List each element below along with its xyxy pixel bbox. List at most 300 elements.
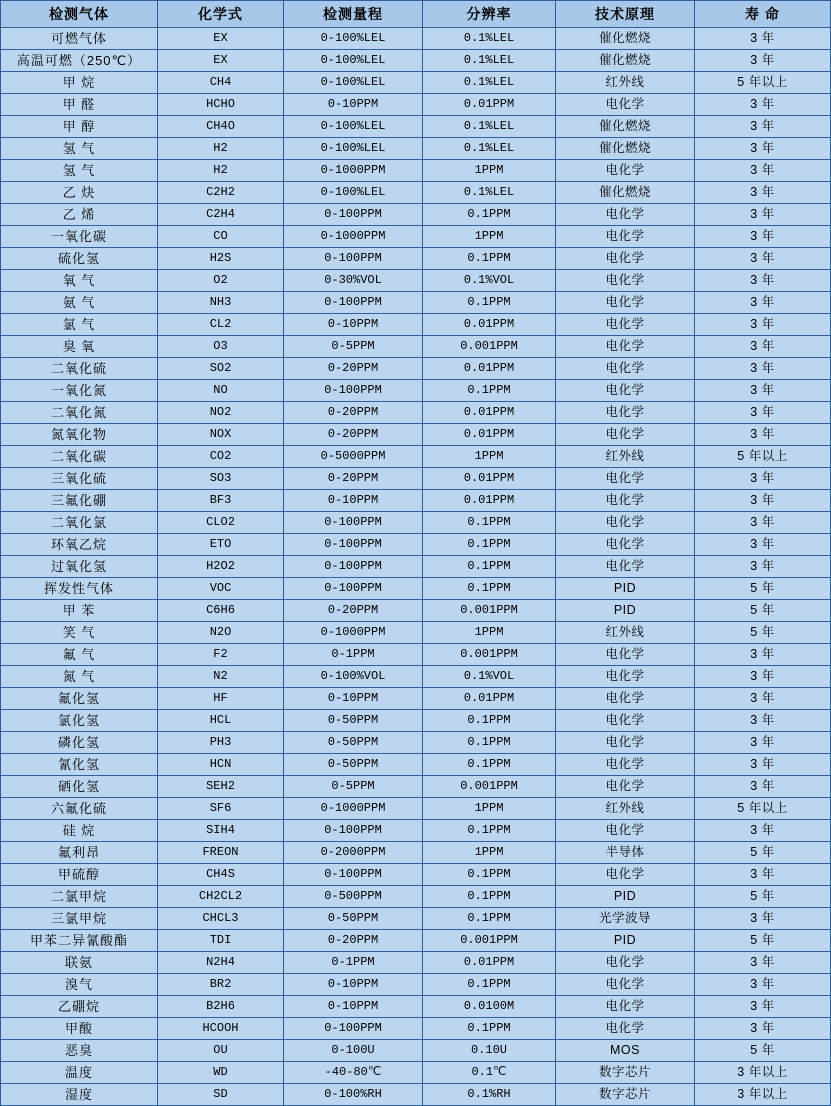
cell-measuring-range: 0-1PPM [284, 644, 423, 666]
cell-gas-name: 氢 气 [1, 138, 158, 160]
table-row [1, 688, 831, 710]
table-row [1, 248, 831, 270]
cell-resolution: 0.1PPM [423, 908, 556, 930]
cell-lifetime: 3 年 [695, 94, 831, 116]
cell-chemical-formula: CH4 [158, 72, 284, 94]
cell-gas-name: 笑 气 [1, 622, 158, 644]
cell-measuring-range: 0-1000PPM [284, 160, 423, 182]
cell-measuring-range: 0-100PPM [284, 204, 423, 226]
cell-lifetime: 3 年 [695, 358, 831, 380]
cell-measuring-range: 0-50PPM [284, 754, 423, 776]
cell-measuring-range: 0-5000PPM [284, 446, 423, 468]
cell-lifetime: 5 年 [695, 842, 831, 864]
cell-lifetime: 3 年 [695, 160, 831, 182]
cell-resolution: 1PPM [423, 446, 556, 468]
cell-gas-name: 挥发性气体 [1, 578, 158, 600]
column-header-measuring-range: 检测量程 [284, 1, 423, 28]
cell-technology: 电化学 [556, 248, 695, 270]
cell-chemical-formula: PH3 [158, 732, 284, 754]
cell-gas-name: 甲 醇 [1, 116, 158, 138]
table-row [1, 28, 831, 50]
cell-gas-name: 二氧化氮 [1, 402, 158, 424]
table-row [1, 50, 831, 72]
table-row [1, 94, 831, 116]
cell-lifetime: 3 年 [695, 556, 831, 578]
cell-measuring-range: 0-20PPM [284, 930, 423, 952]
cell-resolution: 0.1PPM [423, 754, 556, 776]
cell-measuring-range: 0-10PPM [284, 94, 423, 116]
cell-gas-name: 乙硼烷 [1, 996, 158, 1018]
cell-gas-name: 磷化氢 [1, 732, 158, 754]
table-row [1, 1084, 831, 1106]
cell-lifetime: 3 年 [695, 644, 831, 666]
cell-measuring-range: 0-100PPM [284, 512, 423, 534]
cell-technology: 电化学 [556, 490, 695, 512]
cell-technology: 电化学 [556, 204, 695, 226]
cell-measuring-range: 0-100PPM [284, 820, 423, 842]
table-row [1, 952, 831, 974]
cell-measuring-range: 0-100PPM [284, 864, 423, 886]
cell-resolution: 0.1%LEL [423, 28, 556, 50]
cell-measuring-range: 0-100PPM [284, 292, 423, 314]
cell-resolution: 0.1PPM [423, 578, 556, 600]
table-row [1, 776, 831, 798]
cell-measuring-range: 0-100%VOL [284, 666, 423, 688]
cell-lifetime: 3 年 [695, 226, 831, 248]
cell-measuring-range: 0-10PPM [284, 688, 423, 710]
cell-measuring-range: 0-500PPM [284, 886, 423, 908]
cell-measuring-range: 0-20PPM [284, 468, 423, 490]
cell-lifetime: 3 年 [695, 512, 831, 534]
cell-chemical-formula: N2O [158, 622, 284, 644]
cell-technology: 光学波导 [556, 908, 695, 930]
cell-chemical-formula: BF3 [158, 490, 284, 512]
cell-chemical-formula: NO2 [158, 402, 284, 424]
cell-lifetime: 3 年 [695, 974, 831, 996]
cell-gas-name: 氢 气 [1, 160, 158, 182]
table-row [1, 116, 831, 138]
cell-technology: 电化学 [556, 468, 695, 490]
cell-technology: 红外线 [556, 446, 695, 468]
cell-technology: 电化学 [556, 754, 695, 776]
table-row [1, 314, 831, 336]
cell-chemical-formula: F2 [158, 644, 284, 666]
cell-resolution: 0.1%LEL [423, 182, 556, 204]
cell-technology: 电化学 [556, 688, 695, 710]
table-row [1, 1040, 831, 1062]
cell-technology: 电化学 [556, 402, 695, 424]
cell-resolution: 0.1%RH [423, 1084, 556, 1106]
cell-technology: 数字芯片 [556, 1084, 695, 1106]
cell-technology: 催化燃烧 [556, 116, 695, 138]
cell-resolution: 0.1PPM [423, 512, 556, 534]
table-row [1, 974, 831, 996]
table-row [1, 512, 831, 534]
cell-lifetime: 3 年 [695, 776, 831, 798]
cell-lifetime: 3 年 [695, 490, 831, 512]
table-row [1, 160, 831, 182]
cell-lifetime: 3 年 [695, 468, 831, 490]
cell-measuring-range: 0-20PPM [284, 424, 423, 446]
cell-resolution: 0.1PPM [423, 248, 556, 270]
cell-measuring-range: 0-100PPM [284, 248, 423, 270]
table-row [1, 380, 831, 402]
cell-chemical-formula: SO2 [158, 358, 284, 380]
cell-measuring-range: 0-100U [284, 1040, 423, 1062]
cell-resolution: 1PPM [423, 798, 556, 820]
column-header-technology: 技术原理 [556, 1, 695, 28]
cell-gas-name: 溴气 [1, 974, 158, 996]
column-header-chemical-formula: 化学式 [158, 1, 284, 28]
cell-chemical-formula: SO3 [158, 468, 284, 490]
cell-lifetime: 5 年以上 [695, 446, 831, 468]
cell-measuring-range: 0-10PPM [284, 314, 423, 336]
cell-resolution: 0.1%LEL [423, 72, 556, 94]
cell-technology: 电化学 [556, 556, 695, 578]
cell-lifetime: 3 年 [695, 182, 831, 204]
cell-lifetime: 5 年以上 [695, 798, 831, 820]
cell-chemical-formula: NOX [158, 424, 284, 446]
cell-technology: 红外线 [556, 622, 695, 644]
cell-resolution: 0.1PPM [423, 710, 556, 732]
cell-chemical-formula: NO [158, 380, 284, 402]
cell-lifetime: 3 年 [695, 270, 831, 292]
cell-measuring-range: 0-100PPM [284, 534, 423, 556]
cell-chemical-formula: HF [158, 688, 284, 710]
table-body [1, 28, 831, 1106]
cell-gas-name: 六氟化硫 [1, 798, 158, 820]
cell-measuring-range: 0-100%LEL [284, 72, 423, 94]
cell-resolution: 0.1PPM [423, 534, 556, 556]
cell-gas-name: 臭 氧 [1, 336, 158, 358]
cell-chemical-formula: B2H6 [158, 996, 284, 1018]
cell-gas-name: 甲苯二异氰酸酯 [1, 930, 158, 952]
cell-resolution: 0.1%LEL [423, 138, 556, 160]
table-row [1, 644, 831, 666]
cell-technology: 电化学 [556, 314, 695, 336]
cell-resolution: 0.1%VOL [423, 666, 556, 688]
cell-gas-name: 二氧化氯 [1, 512, 158, 534]
cell-resolution: 0.001PPM [423, 600, 556, 622]
cell-lifetime: 3 年 [695, 534, 831, 556]
cell-resolution: 0.10U [423, 1040, 556, 1062]
cell-chemical-formula: HCN [158, 754, 284, 776]
cell-gas-name: 硅 烷 [1, 820, 158, 842]
cell-technology: 电化学 [556, 424, 695, 446]
cell-gas-name: 甲酸 [1, 1018, 158, 1040]
cell-gas-name: 一氧化碳 [1, 226, 158, 248]
cell-resolution: 0.1%LEL [423, 116, 556, 138]
cell-gas-name: 乙 烯 [1, 204, 158, 226]
cell-measuring-range: 0-100%LEL [284, 138, 423, 160]
cell-resolution: 0.01PPM [423, 952, 556, 974]
cell-lifetime: 3 年 [695, 820, 831, 842]
cell-gas-name: 甲 苯 [1, 600, 158, 622]
cell-chemical-formula: O2 [158, 270, 284, 292]
cell-gas-name: 氟利昂 [1, 842, 158, 864]
cell-measuring-range: 0-2000PPM [284, 842, 423, 864]
table-header [1, 1, 831, 28]
cell-technology: 电化学 [556, 864, 695, 886]
cell-gas-name: 可燃气体 [1, 28, 158, 50]
cell-measuring-range: -40-80℃ [284, 1062, 423, 1084]
cell-technology: 电化学 [556, 358, 695, 380]
cell-resolution: 0.1PPM [423, 732, 556, 754]
cell-resolution: 0.1PPM [423, 204, 556, 226]
cell-measuring-range: 0-10PPM [284, 996, 423, 1018]
cell-chemical-formula: HCL [158, 710, 284, 732]
cell-chemical-formula: C2H4 [158, 204, 284, 226]
cell-chemical-formula: ETO [158, 534, 284, 556]
cell-technology: 电化学 [556, 952, 695, 974]
cell-measuring-range: 0-100PPM [284, 578, 423, 600]
cell-gas-name: 氯 气 [1, 314, 158, 336]
cell-technology: 电化学 [556, 512, 695, 534]
table-row [1, 886, 831, 908]
cell-resolution: 0.01PPM [423, 468, 556, 490]
table-row [1, 446, 831, 468]
cell-technology: 半导体 [556, 842, 695, 864]
cell-resolution: 0.1%LEL [423, 50, 556, 72]
cell-measuring-range: 0-10PPM [284, 490, 423, 512]
cell-gas-name: 氮氧化物 [1, 424, 158, 446]
table-row [1, 842, 831, 864]
cell-chemical-formula: SF6 [158, 798, 284, 820]
cell-gas-name: 氧 气 [1, 270, 158, 292]
cell-technology: 电化学 [556, 974, 695, 996]
table-row [1, 798, 831, 820]
cell-measuring-range: 0-100PPM [284, 556, 423, 578]
table-row [1, 996, 831, 1018]
cell-resolution: 0.01PPM [423, 688, 556, 710]
cell-chemical-formula: VOC [158, 578, 284, 600]
cell-technology: 电化学 [556, 292, 695, 314]
cell-gas-name: 氟化氢 [1, 688, 158, 710]
cell-technology: PID [556, 600, 695, 622]
cell-gas-name: 氮 气 [1, 666, 158, 688]
cell-gas-name: 甲 烷 [1, 72, 158, 94]
cell-measuring-range: 0-50PPM [284, 908, 423, 930]
cell-gas-name: 高温可燃（250℃） [1, 50, 158, 72]
cell-resolution: 1PPM [423, 842, 556, 864]
cell-chemical-formula: SEH2 [158, 776, 284, 798]
cell-technology: 电化学 [556, 380, 695, 402]
cell-chemical-formula: EX [158, 28, 284, 50]
cell-lifetime: 3 年以上 [695, 1084, 831, 1106]
table-row [1, 930, 831, 952]
table-row [1, 226, 831, 248]
table-row [1, 908, 831, 930]
cell-chemical-formula: HCHO [158, 94, 284, 116]
cell-chemical-formula: CH2CL2 [158, 886, 284, 908]
cell-gas-name: 氯化氢 [1, 710, 158, 732]
cell-lifetime: 3 年 [695, 732, 831, 754]
cell-resolution: 0.1PPM [423, 864, 556, 886]
cell-technology: PID [556, 886, 695, 908]
cell-gas-name: 氨 气 [1, 292, 158, 314]
cell-gas-name: 氟 气 [1, 644, 158, 666]
cell-measuring-range: 0-1000PPM [284, 226, 423, 248]
cell-resolution: 1PPM [423, 622, 556, 644]
cell-chemical-formula: C6H6 [158, 600, 284, 622]
cell-measuring-range: 0-100%LEL [284, 182, 423, 204]
cell-resolution: 0.001PPM [423, 930, 556, 952]
cell-resolution: 0.1PPM [423, 974, 556, 996]
cell-lifetime: 3 年以上 [695, 1062, 831, 1084]
cell-lifetime: 3 年 [695, 1018, 831, 1040]
cell-technology: 催化燃烧 [556, 28, 695, 50]
cell-resolution: 0.1PPM [423, 380, 556, 402]
cell-lifetime: 3 年 [695, 380, 831, 402]
cell-chemical-formula: C2H2 [158, 182, 284, 204]
table-row [1, 578, 831, 600]
cell-resolution: 0.1PPM [423, 886, 556, 908]
cell-measuring-range: 0-50PPM [284, 732, 423, 754]
cell-technology: 电化学 [556, 226, 695, 248]
cell-technology: 红外线 [556, 72, 695, 94]
cell-resolution: 0.1PPM [423, 292, 556, 314]
cell-gas-name: 硫化氢 [1, 248, 158, 270]
cell-measuring-range: 0-5PPM [284, 336, 423, 358]
cell-resolution: 0.0100M [423, 996, 556, 1018]
cell-technology: 电化学 [556, 160, 695, 182]
cell-measuring-range: 0-20PPM [284, 402, 423, 424]
cell-gas-name: 甲 醛 [1, 94, 158, 116]
cell-lifetime: 3 年 [695, 908, 831, 930]
cell-technology: 数字芯片 [556, 1062, 695, 1084]
table-row [1, 600, 831, 622]
cell-technology: 电化学 [556, 666, 695, 688]
cell-chemical-formula: CLO2 [158, 512, 284, 534]
cell-gas-name: 二氧化碳 [1, 446, 158, 468]
table-row [1, 270, 831, 292]
cell-measuring-range: 0-50PPM [284, 710, 423, 732]
cell-lifetime: 3 年 [695, 28, 831, 50]
cell-measuring-range: 0-100%RH [284, 1084, 423, 1106]
cell-gas-name: 湿度 [1, 1084, 158, 1106]
cell-resolution: 0.01PPM [423, 424, 556, 446]
cell-gas-name: 硒化氢 [1, 776, 158, 798]
cell-chemical-formula: CL2 [158, 314, 284, 336]
cell-lifetime: 3 年 [695, 116, 831, 138]
cell-chemical-formula: CH4O [158, 116, 284, 138]
cell-resolution: 1PPM [423, 160, 556, 182]
table-row [1, 138, 831, 160]
cell-lifetime: 3 年 [695, 952, 831, 974]
cell-technology: 电化学 [556, 94, 695, 116]
cell-technology: PID [556, 930, 695, 952]
cell-lifetime: 3 年 [695, 336, 831, 358]
cell-gas-name: 二氧化硫 [1, 358, 158, 380]
cell-technology: 催化燃烧 [556, 182, 695, 204]
cell-chemical-formula: NH3 [158, 292, 284, 314]
cell-chemical-formula: EX [158, 50, 284, 72]
cell-resolution: 0.001PPM [423, 776, 556, 798]
cell-chemical-formula: BR2 [158, 974, 284, 996]
cell-resolution: 0.1PPM [423, 556, 556, 578]
cell-technology: 电化学 [556, 270, 695, 292]
cell-lifetime: 3 年 [695, 248, 831, 270]
cell-lifetime: 3 年 [695, 138, 831, 160]
cell-chemical-formula: SIH4 [158, 820, 284, 842]
cell-resolution: 0.01PPM [423, 402, 556, 424]
cell-gas-name: 三氧化硫 [1, 468, 158, 490]
cell-lifetime: 3 年 [695, 710, 831, 732]
column-header-lifetime: 寿 命 [695, 1, 831, 28]
cell-technology: 电化学 [556, 732, 695, 754]
cell-gas-name: 联氨 [1, 952, 158, 974]
cell-lifetime: 3 年 [695, 204, 831, 226]
cell-chemical-formula: N2 [158, 666, 284, 688]
table-row [1, 358, 831, 380]
cell-lifetime: 3 年 [695, 314, 831, 336]
table-row [1, 72, 831, 94]
cell-gas-name: 恶臭 [1, 1040, 158, 1062]
cell-technology: PID [556, 578, 695, 600]
cell-gas-name: 氰化氢 [1, 754, 158, 776]
cell-measuring-range: 0-100%LEL [284, 50, 423, 72]
cell-technology: 红外线 [556, 798, 695, 820]
table-row [1, 292, 831, 314]
cell-measuring-range: 0-1PPM [284, 952, 423, 974]
cell-gas-name: 甲硫醇 [1, 864, 158, 886]
cell-measuring-range: 0-1000PPM [284, 798, 423, 820]
cell-technology: 催化燃烧 [556, 50, 695, 72]
cell-resolution: 0.01PPM [423, 314, 556, 336]
cell-lifetime: 5 年 [695, 600, 831, 622]
cell-lifetime: 5 年以上 [695, 72, 831, 94]
table-row [1, 468, 831, 490]
cell-gas-name: 环氧乙烷 [1, 534, 158, 556]
cell-resolution: 0.001PPM [423, 336, 556, 358]
cell-gas-name: 三氟化硼 [1, 490, 158, 512]
cell-lifetime: 3 年 [695, 754, 831, 776]
cell-chemical-formula: HCOOH [158, 1018, 284, 1040]
cell-lifetime: 5 年 [695, 886, 831, 908]
cell-technology: 电化学 [556, 996, 695, 1018]
cell-technology: 催化燃烧 [556, 138, 695, 160]
cell-chemical-formula: CHCL3 [158, 908, 284, 930]
cell-measuring-range: 0-100%LEL [284, 28, 423, 50]
cell-lifetime: 3 年 [695, 996, 831, 1018]
cell-lifetime: 5 年 [695, 1040, 831, 1062]
table-row [1, 666, 831, 688]
cell-resolution: 0.1%VOL [423, 270, 556, 292]
table-row [1, 204, 831, 226]
cell-gas-name: 过氧化氢 [1, 556, 158, 578]
cell-chemical-formula: SD [158, 1084, 284, 1106]
cell-resolution: 0.01PPM [423, 490, 556, 512]
cell-gas-name: 三氯甲烷 [1, 908, 158, 930]
cell-lifetime: 3 年 [695, 50, 831, 72]
cell-chemical-formula: CH4S [158, 864, 284, 886]
cell-lifetime: 3 年 [695, 864, 831, 886]
table-row [1, 182, 831, 204]
cell-chemical-formula: FREON [158, 842, 284, 864]
table-row [1, 556, 831, 578]
cell-resolution: 0.01PPM [423, 94, 556, 116]
cell-technology: 电化学 [556, 776, 695, 798]
table-row [1, 490, 831, 512]
cell-measuring-range: 0-5PPM [284, 776, 423, 798]
cell-resolution: 0.1℃ [423, 1062, 556, 1084]
cell-technology: 电化学 [556, 820, 695, 842]
table-row [1, 732, 831, 754]
cell-chemical-formula: WD [158, 1062, 284, 1084]
cell-measuring-range: 0-20PPM [284, 358, 423, 380]
cell-resolution: 0.001PPM [423, 644, 556, 666]
cell-measuring-range: 0-30%VOL [284, 270, 423, 292]
